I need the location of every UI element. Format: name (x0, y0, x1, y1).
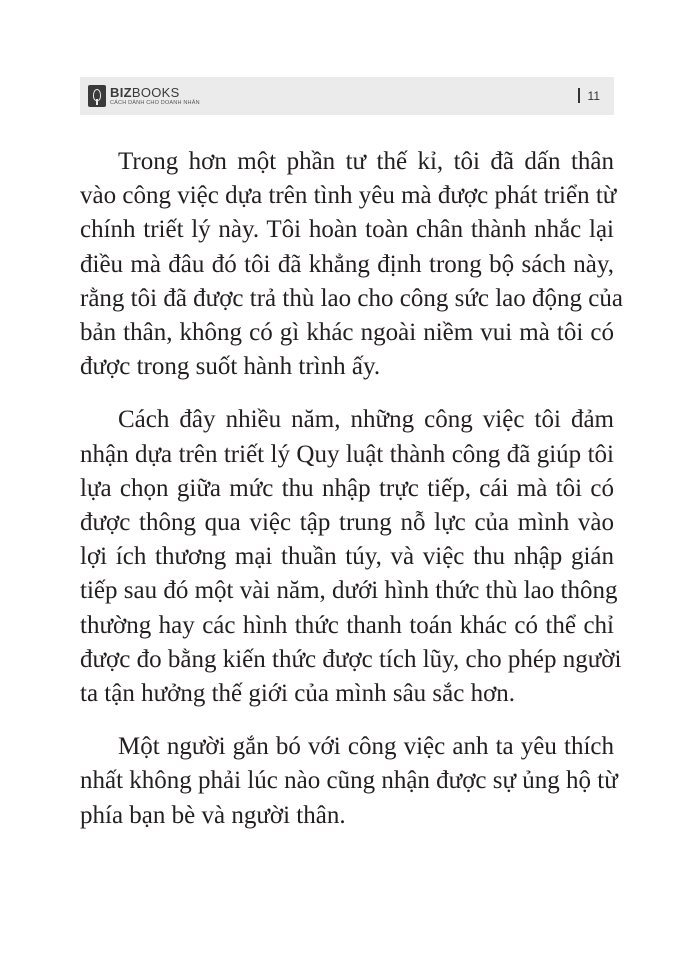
brand-rest: BOOKS (131, 84, 180, 100)
logo-text (110, 86, 200, 107)
brand-bold: BIZ (110, 84, 132, 100)
text-line: Trong hơn một phần tư thế kỉ, tôi đã dấn thân (118, 148, 614, 175)
page-header (80, 77, 614, 115)
text-line: nhất không phải lúc nào cũng nhận được sự ủng hộ từ (80, 767, 618, 795)
bulb-icon (88, 85, 106, 107)
text-line: được thông qua việc tập trung nỗ lực của mình vào (80, 509, 614, 537)
text-line: nhận dựa trên triết lý Quy luật thành công đã giúp tôi (80, 440, 614, 468)
text-line: Cách đây nhiều năm, những công việc tôi đảm (118, 406, 614, 434)
bizbooks-logo (88, 83, 200, 109)
text-line: điều mà đâu đó tôi đã khẳng định trong bộ sách này, (80, 250, 614, 278)
text-line: thường hay các hình thức thanh toán khác có thể chỉ (80, 611, 614, 639)
paragraph (80, 730, 618, 833)
text-line: ta tận hưởng thế giới của mình sâu sắc hơn. (80, 680, 516, 708)
page-number-divider (578, 88, 580, 103)
text-line: phía bạn bè và người thân. (80, 801, 346, 829)
text-line: chính triết lý này. Tôi hoàn toàn chân thành nhắc lại (80, 216, 614, 244)
page-number-value: 11 (587, 88, 600, 103)
text-line: được đo bằng kiến thức được tích lũy, cho phép người (80, 645, 622, 673)
text-line: Một người gắn bó với công việc anh ta yêu thích (118, 733, 614, 761)
text-line: rằng tôi đã được trả thù lao cho công sức lao động của (80, 284, 623, 312)
page-number (578, 88, 600, 103)
text-line: lựa chọn giữa mức thu nhập trực tiếp, cái mà tôi có (80, 474, 614, 502)
body-text (80, 145, 623, 852)
brand-name (110, 86, 200, 99)
text-line: bản thân, không có gì khác ngoài niềm vui mà tôi có (80, 319, 614, 347)
text-line: được trong suốt hành trình ấy. (80, 353, 381, 381)
text-line: vào công việc dựa trên tình yêu mà được phát triển từ (80, 182, 617, 210)
paragraph (80, 145, 623, 384)
brand-tagline: CÁCH DÀNH CHO DOANH NHÂN (110, 99, 200, 106)
text-line: tiếp sau đó một vài năm, dưới hình thức thù lao thông (80, 577, 618, 605)
text-line: lợi ích thương mại thuần túy, và việc thu nhập gián (80, 543, 614, 571)
paragraph (80, 403, 622, 711)
